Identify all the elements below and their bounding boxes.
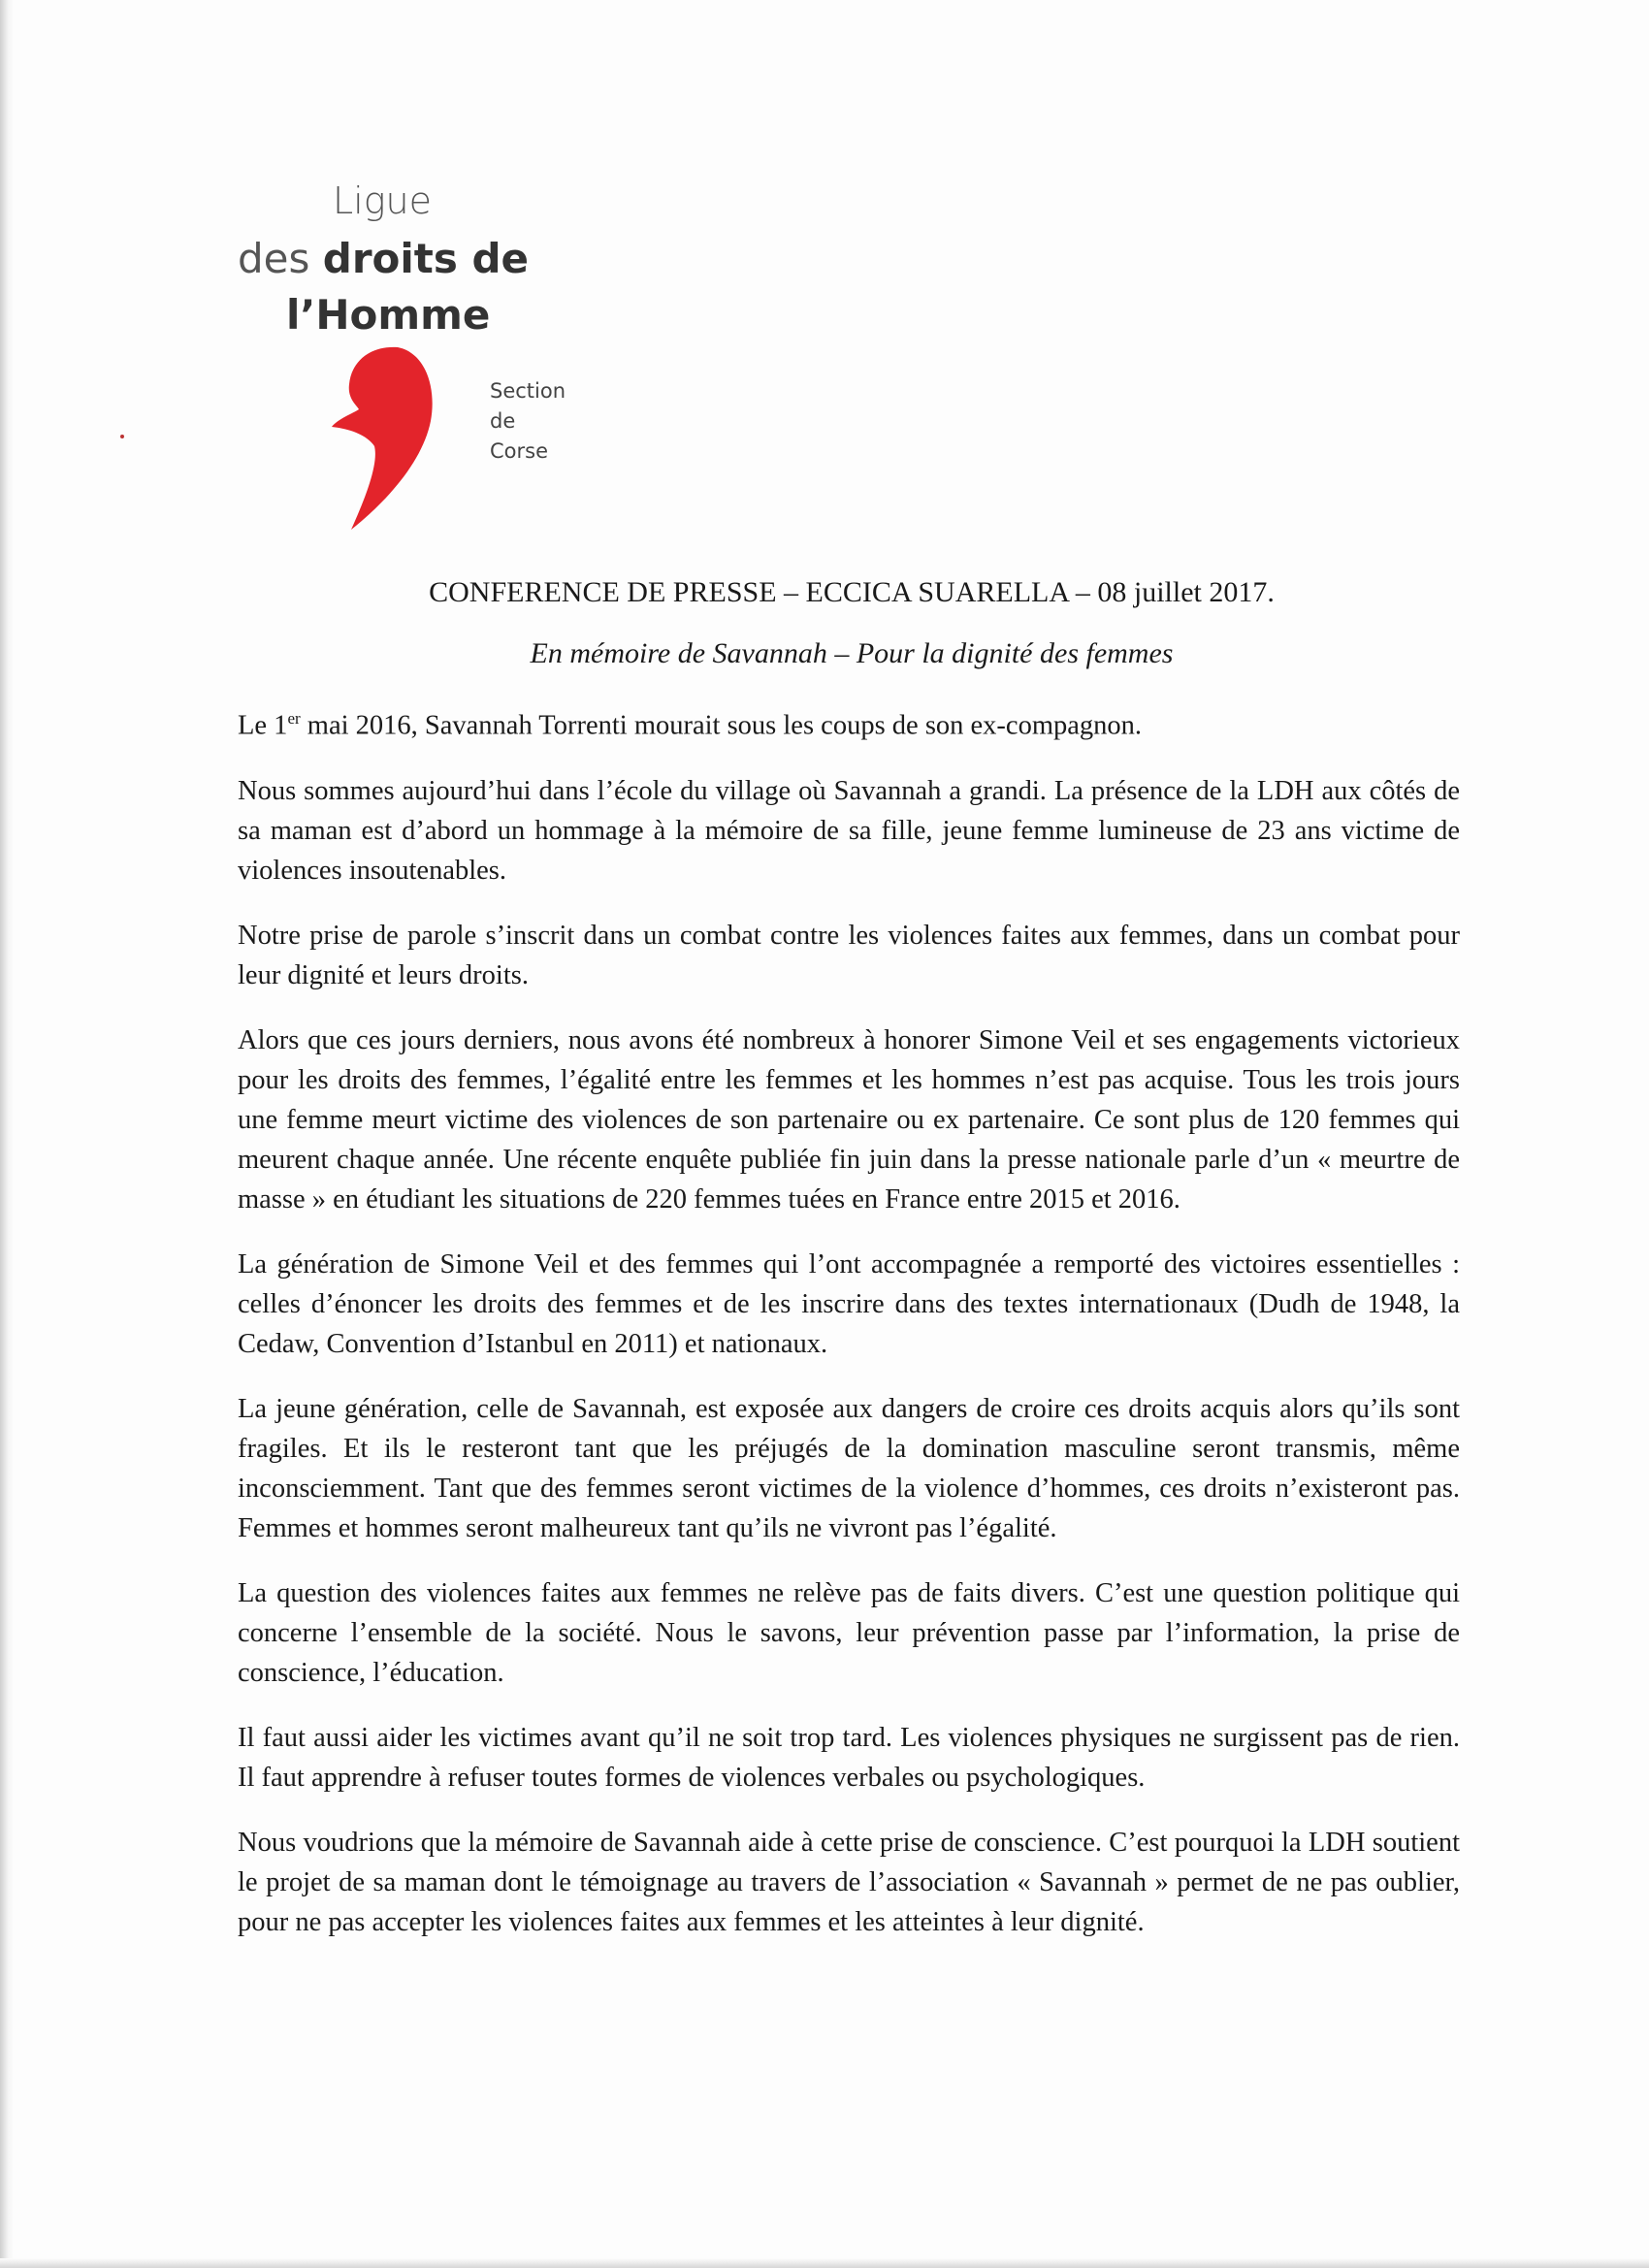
logo-line-droits	[238, 235, 530, 282]
logo-section-line: Corse	[490, 439, 549, 463]
intro-text-end: mai 2016, Savannah Torrenti mourait sous les coups de son ex-compagnon.	[300, 710, 1143, 741]
paragraph: Notre prise de parole s’inscrit dans un combat contre les violences faites aux femmes, dans un combat pour leur dignité et leurs droits.	[238, 920, 1460, 990]
logo-word-ligue: Ligue	[333, 179, 432, 222]
logo-section-label	[490, 376, 566, 467]
press-conference-title: CONFERENCE DE PRESSE – ECCICA SUARELLA – 08 juillet 2017.	[429, 576, 1275, 608]
paragraph: La question des violences faites aux femmes ne relève pas de faits divers. C’est une question politique qui concerne l’ensemble de la société. Nous le savons, leur prévention passe par l’information, la prise de conscience, l’éducation.	[238, 1577, 1460, 1688]
press-conference-subtitle: En mémoire de Savannah – Pour la dignité des femmes	[530, 637, 1174, 669]
ldh-red-mark-icon	[330, 345, 436, 530]
logo-word-homme: l’Homme	[286, 291, 491, 339]
paragraph: Il faut aussi aider les victimes avant qu’il ne soit trop tard. Les violences physiques ne surgissent pas de rien. Il faut apprendre à refuser toutes formes de violences verbales ou psychologiques.	[238, 1722, 1460, 1793]
logo-word-droits-de: droits de	[322, 235, 530, 282]
paragraph: La génération de Simone Veil et des femmes qui l’ont accompagnée a remporté des victoires essentielles : celles d’énoncer les droits des femmes et de les inscrire dans des textes internationaux (Dudh de 1948, la Cedaw, Convention d’Istanbul en 2011) et nationaux.	[238, 1248, 1460, 1359]
paragraph: Nous voudrions que la mémoire de Savannah aide à cette prise de conscience. C’est pourquoi la LDH soutient le projet de sa maman dont le témoignage au travers de l’association « Savannah » permet de ne pas oublier, pour ne pas accepter les violences faites aux femmes et les atteintes à leur dignité.	[238, 1827, 1460, 1937]
scan-edge-bottom	[0, 2258, 1649, 2268]
paragraph: La jeune génération, celle de Savannah, est exposée aux dangers de croire ces droits acquis alors qu’ils sont fragiles. Et ils le resteront tant que les préjugés de la domination masculine seront transmis, même inconsciemment. Tant que des femmes seront victimes de la violence d’hommes, ces droits n’existeront pas. Femmes et hommes seront malheureux tant qu’ils ne vivront pas l’égalité.	[238, 1393, 1460, 1543]
ldh-logo	[233, 179, 601, 532]
scan-edge-left	[0, 0, 14, 2268]
paragraph: Nous sommes aujourd’hui dans l’école du village où Savannah a grandi. La présence de la LDH aux côtés de sa maman est d’abord un hommage à la mémoire de sa fille, jeune femme lumineuse de 23 ans victime de violences insoutenables.	[238, 775, 1460, 886]
paragraph: Alors que ces jours derniers, nous avons été nombreux à honorer Simone Veil et ses engagements victorieux pour les droits des femmes, l’égalité entre les femmes et les hommes n’est pas acquise. Tous les trois jours une femme meurt victime des violences de son partenaire ou ex partenaire. Ce sont plus de 120 femmes qui meurent chaque année. Une récente enquête publiée fin juin dans la presse nationale parle d’un « meurtre de masse » en étudiant les situations de 220 femmes tuées en France entre 2015 et 2016.	[238, 1024, 1460, 1215]
intro-text-start: Le 1	[238, 710, 288, 741]
document-body	[238, 698, 1460, 1967]
logo-section-line: de	[490, 409, 516, 433]
logo-word-des: des	[238, 235, 310, 282]
intro-paragraph	[238, 698, 1460, 746]
logo-section-line: Section	[490, 379, 566, 403]
intro-superscript: er	[287, 709, 301, 728]
scan-speck	[120, 435, 124, 438]
